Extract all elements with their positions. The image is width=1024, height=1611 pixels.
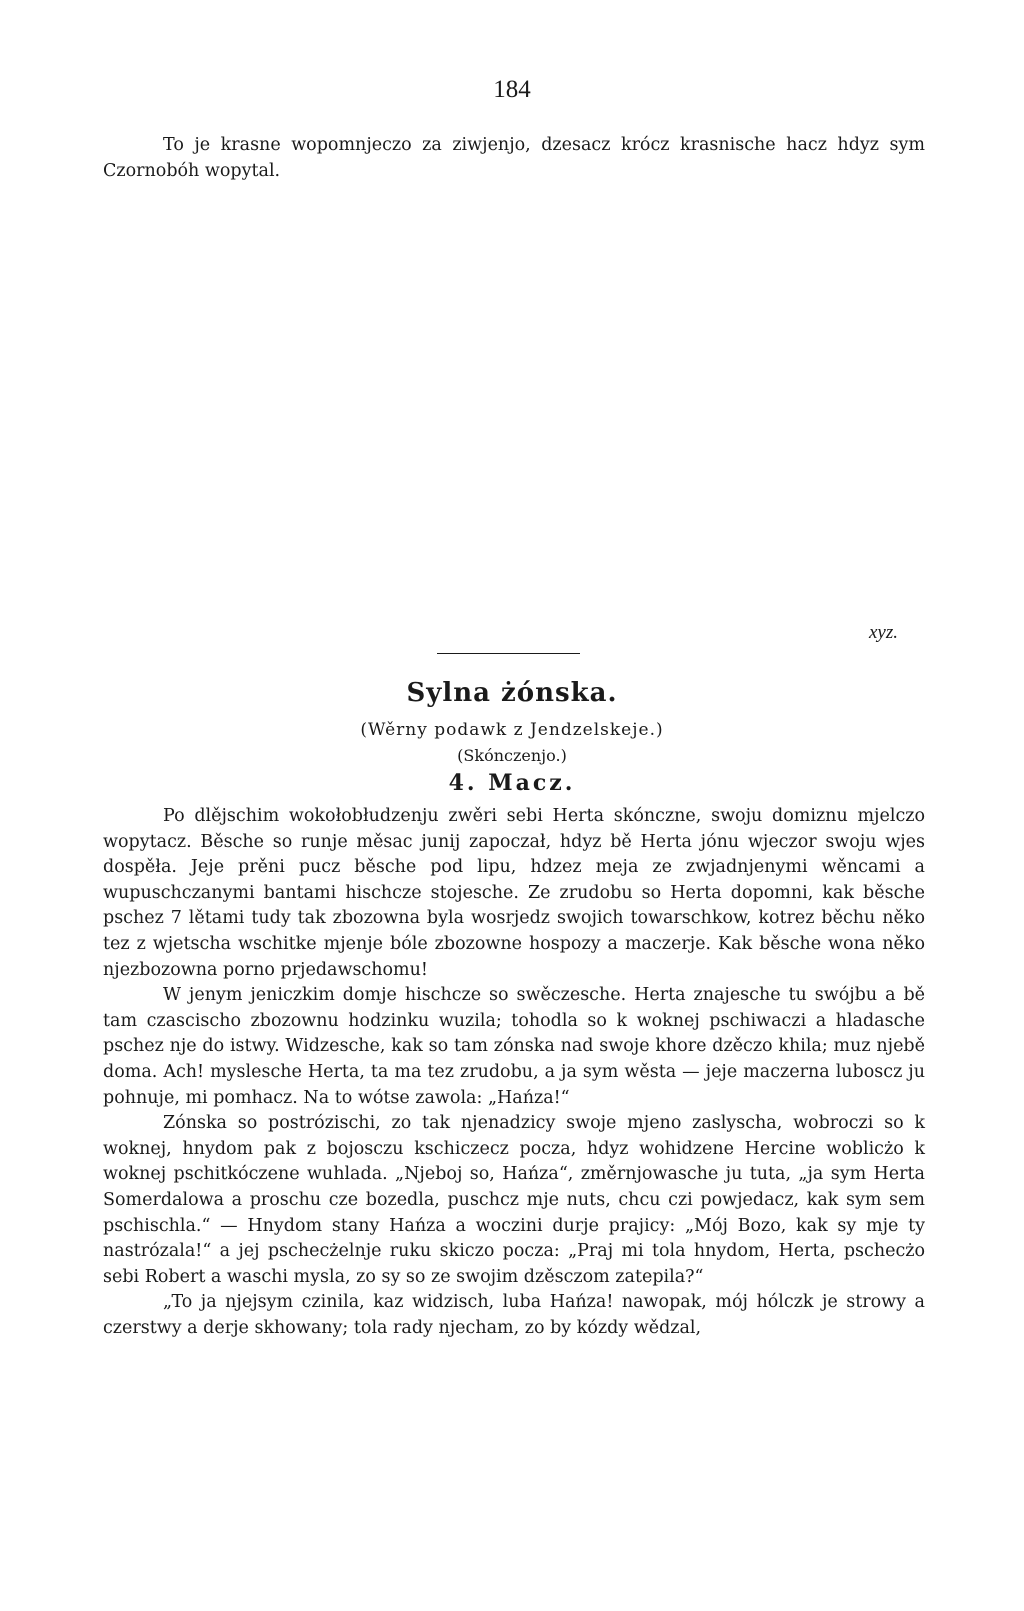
section-divider bbox=[437, 653, 580, 654]
paragraph: Zónska so postrózischi, zo tak njenadzicy swoje mjeno zaslyscha, wobroczi so k woknej, hnydom pak z bojosczu kschiczecz pocza, hdyz wohidzene Hercine woblicżo k woknej pschitkóczene wuhlada. „Njeboj so, Hańza“, změrnjowasche ju tuta, „ja sym Herta Somerdalowa a proschu cze bozedla, puschcz mje nuts, chcu czi powjedacz, kak sym sem pschischla.“ — Hnydom stany Hańza a woczini durje prajicy: „Mój Bozo, kak sy mje ty nastrózala!“ a jej pschecżelnje ruku skiczo pocza: „Praj mi tola hnydom, Herta, pschecżo sebi Robert a waschi mysla, zo sy so ze swojim dzěsczom zatepila?“ bbox=[103, 1113, 925, 1287]
page-number: 184 bbox=[493, 76, 531, 103]
story-text bbox=[103, 804, 925, 1341]
story-concluded-note: (Skónczenjo.) bbox=[457, 746, 567, 765]
story-title: Sylna żónska. bbox=[406, 678, 618, 708]
signature: xyz. bbox=[868, 622, 898, 643]
paragraph: „To ja njejsym czinila, kaz widzisch, luba Hańza! nawopak, mój hólczk je strowy a czerstwy a derje skhowany; tola rady njecham, zo by kózdy wědzal, bbox=[103, 1292, 925, 1338]
paragraph: Po dlějschim wokołobłudzenju zwěri sebi Herta skónczne, swoju domiznu mjelczo wopytacz. Běsche so runje měsac junij zapoczał, hdyz bě Herta jónu wjeczor swoju wjes dospěła. Jeje prěni pucz běsche pod lipu, hdzez meja ze zwjadnjenymi wěncami a wupuschczanymi bantami hischcze stojesche. Ze zrudobu so Herta dopomni, kak běsche pschez 7 lětami tudy tak zbozowna byla wosrjedz swojich towarschkow, kotrez běchu něko tez z wjetscha wschitke mjenje bóle zbozowne hospozy a maczerje. Kak běsche wona něko njezbozowna porno prjedawschomu! bbox=[103, 806, 925, 980]
intro-text bbox=[103, 133, 925, 184]
chapter-heading: 4. Macz. bbox=[448, 770, 576, 796]
paragraph: W jenym jeniczkim domje hischcze so swěczesche. Herta znajesche tu swójbu a bě tam czascischo zbozownu hodzinku wuzila; tohodla so k woknej pschiwaczi a hladasche pschez nje do istwy. Widzesche, kak so tam zónska nad swoje khore dzěczo khila; muz njebě doma. Ach! myslesche Herta, ta ma tez zrudobu, a ja sym wěsta — jeje maczerna luboscz ju pohnuje, mi pomhacz. Na to wótse zawola: „Hańza!“ bbox=[103, 985, 925, 1108]
paragraph: To je krasne wopomnjeczo za ziwjenjo, dzesacz krócz krasnische hacz hdyz sym Czornobóh wopytal. bbox=[103, 135, 925, 181]
story-subtitle: (Wěrny podawk z Jendzelskeje.) bbox=[360, 720, 664, 740]
